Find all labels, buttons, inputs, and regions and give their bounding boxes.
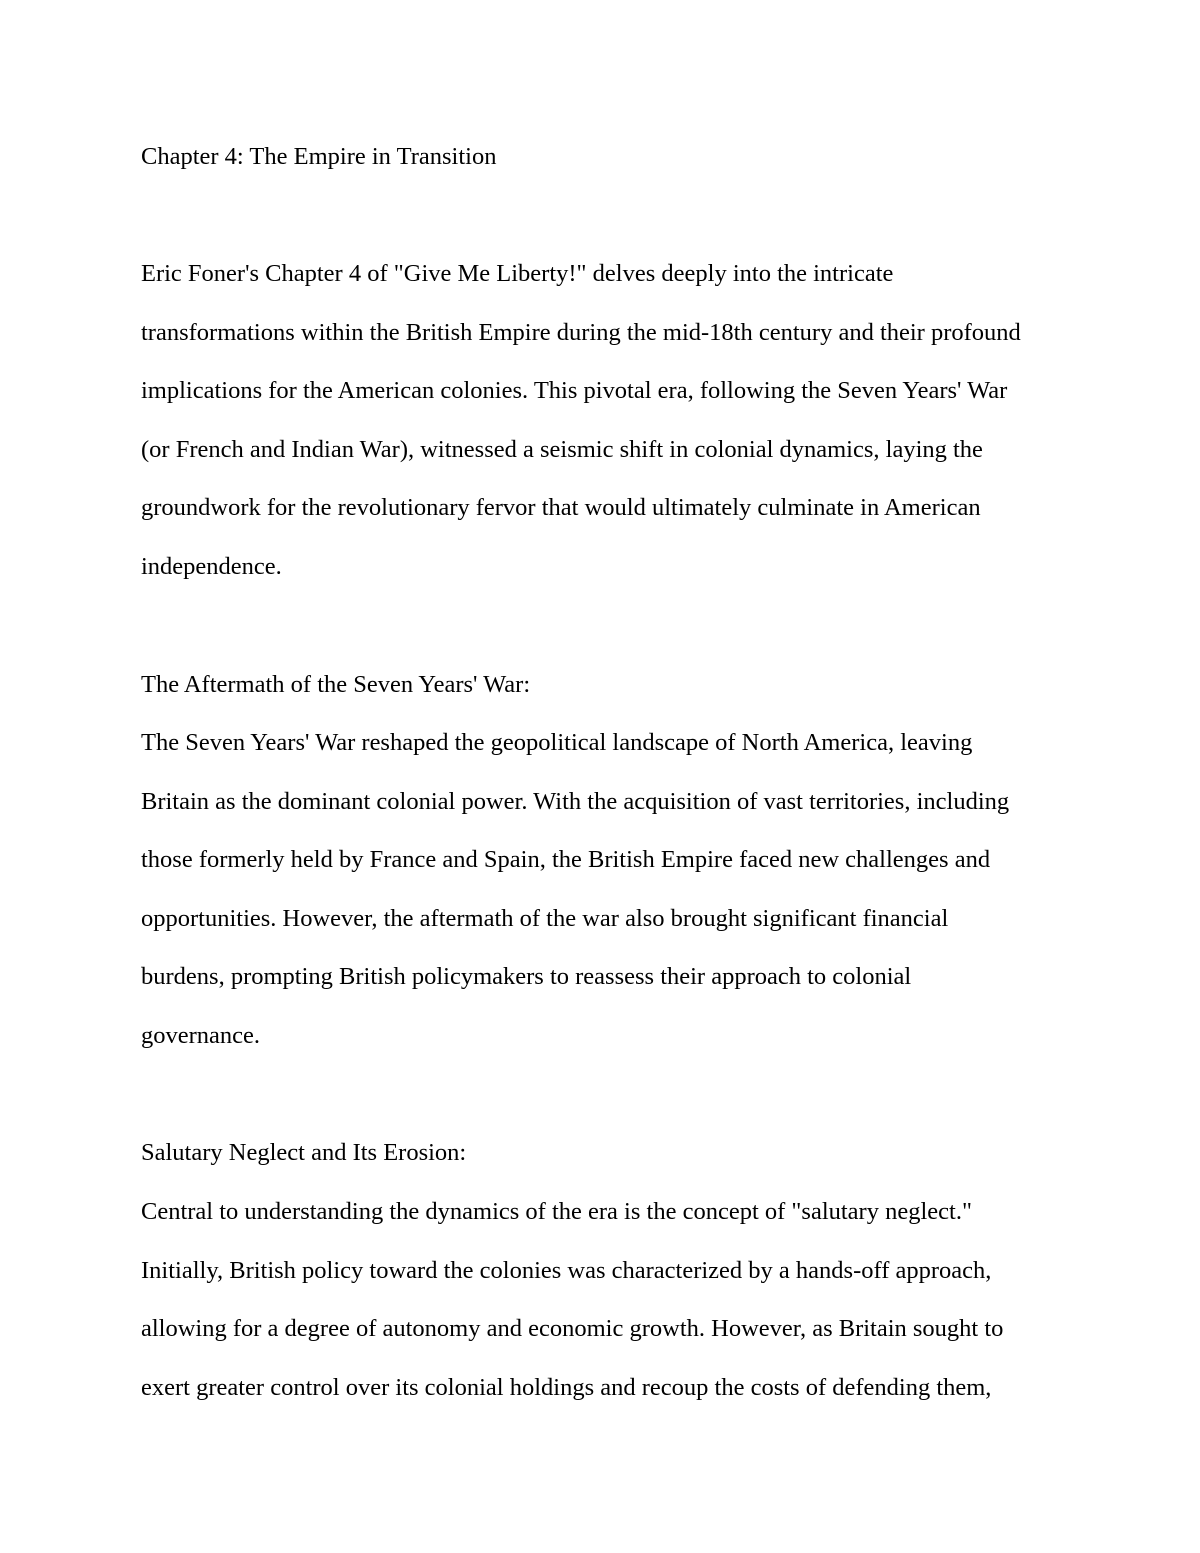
paragraph-line: Initially, British policy toward the colonies was characterized by a hands-off approach, xyxy=(141,1256,992,1284)
paragraph-line: those formerly held by France and Spain, the British Empire faced new challenges and xyxy=(141,846,991,874)
title-line: Chapter 4: The Empire in Transition xyxy=(141,143,497,170)
section-heading-salutary-neglect xyxy=(141,1124,1071,1183)
section-heading-aftermath xyxy=(141,656,1071,715)
paragraph-line: exert greater control over its colonial holdings and recoup the costs of defending them, xyxy=(141,1373,992,1401)
paragraph-line: Eric Foner's Chapter 4 of "Give Me Liberty!" delves deeply into the intricate xyxy=(141,260,894,287)
intro-paragraph xyxy=(141,245,1071,597)
paragraph-line: Central to understanding the dynamics of the era is the concept of "salutary neglect." xyxy=(141,1198,972,1225)
heading-line: Salutary Neglect and Its Erosion: xyxy=(141,1139,467,1166)
paragraph-line: governance. xyxy=(141,1021,261,1049)
chapter-title xyxy=(141,128,1071,187)
heading-line: The Aftermath of the Seven Years' War: xyxy=(141,671,531,698)
paragraph-line: Britain as the dominant colonial power. With the acquisition of vast territories, including xyxy=(141,787,1010,815)
paragraph-line: independence. xyxy=(141,552,282,580)
paragraph-line: The Seven Years' War reshaped the geopolitical landscape of North America, leaving xyxy=(141,729,973,756)
paragraph-line: opportunities. However, the aftermath of the war also brought significant financial xyxy=(141,904,949,932)
paragraph-line: burdens, prompting British policymakers to reassess their approach to colonial xyxy=(141,963,912,991)
section-paragraph-aftermath xyxy=(141,714,1071,1066)
paragraph-line: implications for the American colonies. This pivotal era, following the Seven Years' War xyxy=(141,377,1008,405)
section-paragraph-salutary-neglect xyxy=(141,1183,1071,1417)
paragraph-line: transformations within the British Empire during the mid-18th century and their profound xyxy=(141,318,1021,346)
paragraph-line: allowing for a degree of autonomy and economic growth. However, as Britain sought to xyxy=(141,1315,1004,1343)
paragraph-line: groundwork for the revolutionary fervor that would ultimately culminate in American xyxy=(141,494,981,522)
paragraph-line: (or French and Indian War), witnessed a seismic shift in colonial dynamics, laying the xyxy=(141,435,983,463)
